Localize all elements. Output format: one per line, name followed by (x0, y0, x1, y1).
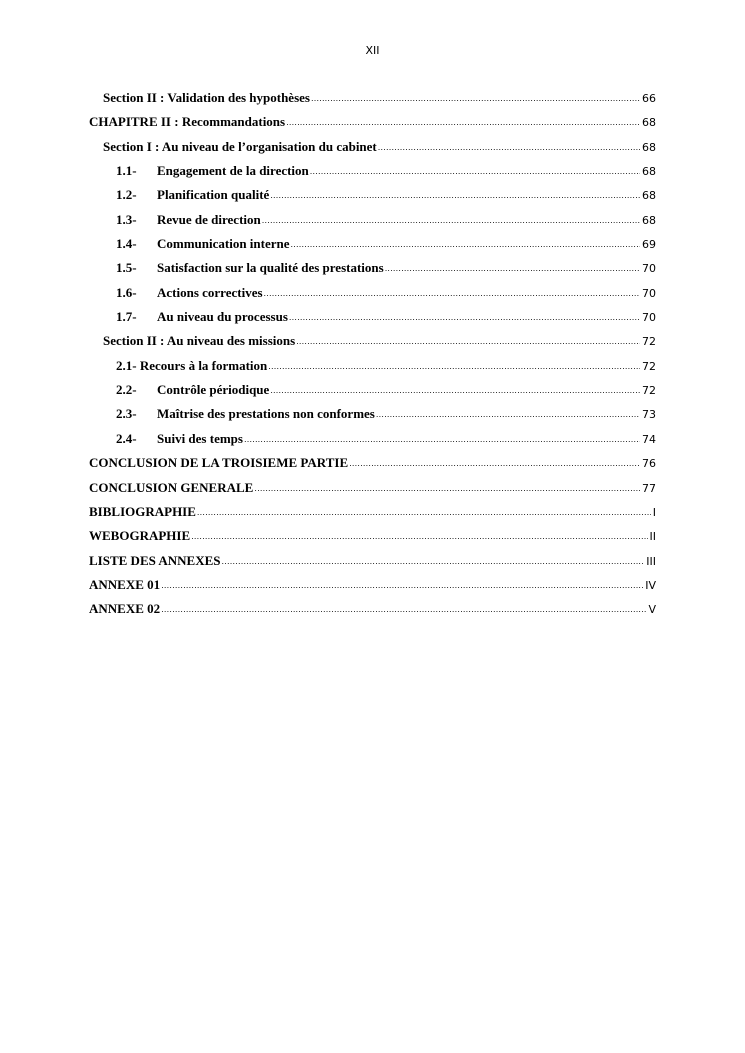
toc-entry[interactable] (89, 88, 656, 112)
toc-entry-page: I (652, 505, 656, 519)
toc-entry-title: Satisfaction sur la qualité des prestations (157, 260, 384, 276)
toc-entry-page: 68 (642, 140, 656, 154)
toc-entry[interactable] (89, 112, 656, 136)
toc-entry-page: 66 (642, 92, 656, 105)
dot-leader (349, 455, 640, 472)
toc-entry-title: Au niveau du processus (157, 309, 288, 325)
toc-entry[interactable] (89, 161, 656, 185)
toc-entry[interactable] (89, 404, 656, 428)
dot-leader (262, 212, 640, 229)
dot-leader (268, 358, 640, 375)
dot-leader (197, 504, 651, 521)
toc-entry-title: Section II : Au niveau des missions (103, 333, 296, 349)
toc-entry[interactable] (89, 307, 656, 331)
dot-leader (270, 187, 640, 204)
dot-leader (244, 431, 640, 448)
toc-entry-number: 1.5- (116, 260, 137, 276)
toc-entry-number: 1.2- (116, 187, 137, 203)
dot-leader (254, 480, 640, 497)
toc-entry-page: IV (645, 578, 656, 592)
toc-entry-number: 2.4- (116, 430, 137, 446)
toc-entry-page: III (646, 554, 656, 568)
toc-entry-title: BIBLIOGRAPHIE (89, 503, 196, 519)
toc-entry-number: 1.6- (116, 284, 137, 300)
toc-entry-page: 68 (642, 165, 656, 179)
toc-entry-page: 77 (642, 481, 656, 495)
toc-entry-number: 2.3- (116, 406, 137, 422)
toc-entry[interactable] (89, 185, 656, 209)
toc-entry-title: 2.1- Recours à la formation (116, 357, 268, 373)
toc-entry-title: Section I : Au niveau de l’organisation du cabinet (103, 138, 377, 154)
toc-entry[interactable] (89, 599, 656, 623)
dot-leader (310, 163, 640, 180)
toc-entry-title: ANNEXE 01 (89, 576, 161, 592)
dot-leader (286, 114, 640, 131)
toc-entry[interactable] (89, 283, 656, 307)
toc-entry-title: Actions correctives (157, 284, 263, 300)
toc-entry[interactable] (89, 380, 656, 404)
dot-leader (296, 333, 640, 350)
toc-entry[interactable] (89, 258, 656, 282)
dot-leader (289, 309, 640, 326)
toc-entry-page: V (648, 603, 656, 617)
toc-entry-title: Communication interne (157, 236, 290, 252)
dot-leader (291, 236, 640, 253)
toc-entry-title: ANNEXE 02 (89, 601, 161, 617)
toc-entry-page: 72 (642, 384, 656, 398)
toc-entry[interactable] (89, 234, 656, 258)
toc-entry-title: CHAPITRE II : Recommandations (89, 114, 286, 130)
dot-leader (264, 285, 640, 302)
dot-leader (161, 601, 646, 618)
toc-entry-title: Contrôle périodique (157, 382, 270, 398)
toc-entry-title: WEBOGRAPHIE (89, 528, 191, 544)
dot-leader (385, 260, 640, 277)
toc-entry-page: 68 (642, 213, 656, 227)
toc-entry[interactable] (89, 453, 656, 477)
toc-entry-title: Planification qualité (157, 187, 270, 203)
toc-entry-page: 68 (642, 189, 656, 203)
dot-leader (161, 577, 643, 594)
dot-leader (191, 528, 647, 545)
toc-entry-page: 70 (642, 262, 656, 276)
toc-entry[interactable] (89, 551, 656, 575)
toc-entry-title: CONCLUSION DE LA TROISIEME PARTIE (89, 455, 349, 471)
toc-entry-title: CONCLUSION GENERALE (89, 479, 254, 495)
toc-entry-title: Suivi des temps (157, 430, 243, 446)
toc-entry[interactable] (89, 210, 656, 234)
toc-entry-page: 73 (642, 408, 656, 422)
toc-entry-number: 1.1- (116, 163, 137, 179)
toc-entry-page: 69 (642, 238, 656, 252)
toc-entry-number: 1.3- (116, 211, 137, 227)
table-of-contents (89, 88, 656, 624)
toc-entry-page: 76 (642, 457, 656, 471)
toc-entry[interactable] (89, 575, 656, 599)
toc-entry-page: 70 (642, 286, 656, 300)
dot-leader (222, 553, 645, 570)
dot-leader (270, 382, 640, 399)
toc-entry[interactable] (89, 356, 656, 380)
toc-entry-page: 72 (642, 359, 656, 373)
toc-entry-number: 1.4- (116, 236, 137, 252)
dot-leader (376, 406, 640, 423)
toc-entry-title: Maîtrise des prestations non conformes (157, 406, 375, 422)
toc-entry-title: Section II : Validation des hypothèses (103, 90, 310, 105)
toc-entry-page: 70 (642, 311, 656, 325)
toc-entry-page: II (649, 530, 656, 544)
toc-entry[interactable] (89, 526, 656, 550)
dot-leader (378, 139, 640, 156)
toc-entry-number: 1.7- (116, 309, 137, 325)
toc-entry[interactable] (89, 331, 656, 355)
dot-leader (311, 90, 640, 107)
toc-entry-number: 2.2- (116, 382, 137, 398)
toc-entry[interactable] (89, 429, 656, 453)
page-number: XII (365, 44, 380, 57)
toc-entry-title: Revue de direction (157, 211, 261, 227)
toc-entry-page: 72 (642, 335, 656, 349)
toc-entry[interactable] (89, 502, 656, 526)
toc-entry[interactable] (89, 478, 656, 502)
toc-entry-page: 68 (642, 116, 656, 130)
toc-entry-title: Engagement de la direction (157, 163, 309, 179)
toc-entry[interactable] (89, 137, 656, 161)
toc-entry-page: 74 (642, 432, 656, 446)
toc-entry-title: LISTE DES ANNEXES (89, 552, 221, 568)
